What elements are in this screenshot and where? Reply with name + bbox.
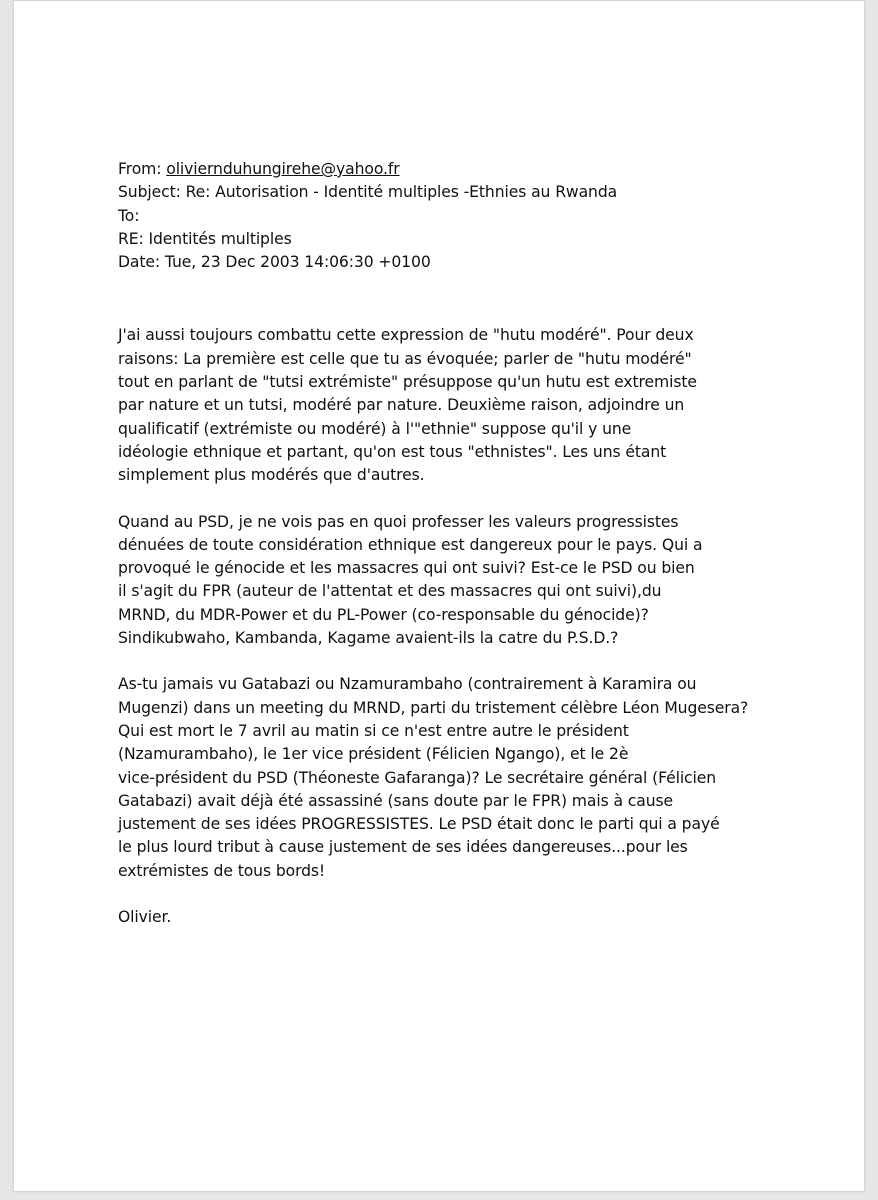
text-line: raisons: La première est celle que tu as évoquée; parler de "hutu modéré" [118, 349, 692, 368]
to-line: To: [118, 206, 140, 225]
paragraph-3 [118, 673, 758, 883]
text-line: As-tu jamais vu Gatabazi ou Nzamurambaho (contrairement à Karamira ou [118, 675, 697, 694]
text-line: il s'agit du FPR (auteur de l'attentat et des massacres qui ont suivi),du [118, 582, 662, 601]
text-line: extrémistes de tous bords! [118, 861, 326, 880]
from-line [118, 158, 758, 181]
subject-line: Subject: Re: Autorisation - Identité multiples -Ethnies au Rwanda [118, 183, 618, 202]
text-line: Sindikubwaho, Kambanda, Kagame avaient-ils la catre du P.S.D.? [118, 629, 619, 648]
text-line: Quand au PSD, je ne vois pas en quoi professer les valeurs progressistes [118, 512, 679, 531]
paragraph-2 [118, 511, 758, 651]
text-line: justement de ses idées PROGRESSISTES. Le PSD était donc le parti qui a payé [118, 815, 720, 834]
document-page [13, 0, 865, 1192]
signature-name: Olivier. [118, 908, 172, 927]
text-line: J'ai aussi toujours combattu cette expression de "hutu modéré". Pour deux [118, 326, 694, 345]
email-body [118, 158, 758, 929]
text-line: dénuées de toute considération ethnique est dangereux pour le pays. Qui a [118, 535, 703, 554]
text-line: vice-président du PSD (Théoneste Gafaranga)? Le secrétaire général (Félicien [118, 768, 717, 787]
text-line: tout en parlant de "tutsi extrémiste" présuppose qu'un hutu est extremiste [118, 373, 697, 392]
text-line: provoqué le génocide et les massacres qui ont suivi? Est-ce le PSD ou bien [118, 559, 695, 578]
date-line: Date: Tue, 23 Dec 2003 14:06:30 +0100 [118, 253, 431, 272]
text-line: (Nzamurambaho), le 1er vice président (Félicien Ngango), et le 2è [118, 745, 629, 764]
email-header [118, 158, 758, 274]
text-line: MRND, du MDR-Power et du PL-Power (co-responsable du génocide)? [118, 605, 649, 624]
text-line: Mugenzi) dans un meeting du MRND, parti du tristement célèbre Léon Mugesera? [118, 698, 749, 717]
re-line: RE: Identités multiples [118, 229, 292, 248]
text-line: par nature et un tutsi, modéré par nature. Deuxième raison, adjoindre un [118, 396, 685, 415]
text-line: Gatabazi) avait déjà été assassiné (sans doute par le FPR) mais à cause [118, 791, 674, 810]
from-email-link[interactable]: oliviernduhungirehe@yahoo.fr [166, 160, 400, 178]
paragraph-1 [118, 324, 758, 487]
from-label: From: [118, 160, 167, 178]
text-line: qualificatif (extrémiste ou modéré) à l'"ethnie" suppose qu'il y une [118, 419, 632, 438]
text-line: idéologie ethnique et partant, qu'on est tous "ethnistes". Les uns étant [118, 442, 667, 461]
text-line: simplement plus modérés que d'autres. [118, 466, 425, 485]
signature [118, 906, 758, 929]
text-line: le plus lourd tribut à cause justement de ses idées dangereuses...pour les [118, 838, 688, 857]
text-line: Qui est mort le 7 avril au matin si ce n'est entre autre le président [118, 721, 629, 740]
